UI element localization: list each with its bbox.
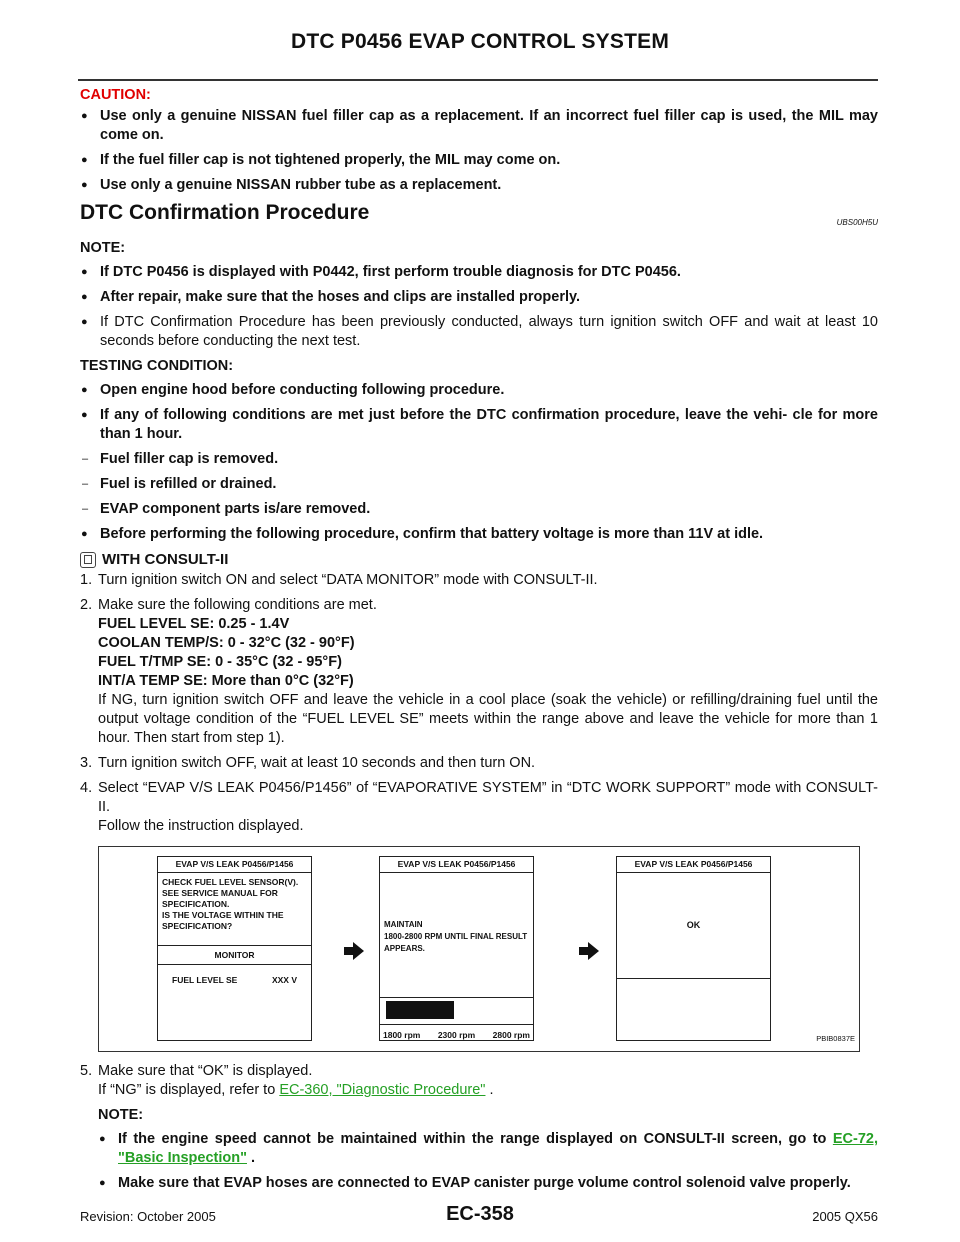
step-number: 3.: [80, 755, 93, 771]
procedure-steps-cont: [80, 1062, 878, 1100]
condition-line: FUEL LEVEL SE: 0.25 - 1.4V: [98, 616, 290, 632]
step-after-text: Follow the instruction displayed.: [98, 818, 304, 834]
rpm-tick: 1800 rpm: [383, 1030, 421, 1040]
caution-item: ● Use only a genuine NISSAN fuel filler cap as a replacement. If an incorrect fuel filler cap is used, the MIL may come on.: [80, 107, 878, 145]
testing-list: [80, 381, 878, 444]
figure-code: PBIB0837E: [816, 1034, 855, 1043]
screen-line: 1800-2800 RPM UNTIL FINAL RESULT: [384, 932, 528, 941]
testing-list-last: [80, 525, 878, 544]
consult-screen-result: [616, 856, 771, 1041]
note-list: [80, 263, 878, 351]
screen-line: MAINTAIN: [384, 920, 423, 929]
step-text: Make sure the following conditions are met.: [98, 597, 377, 613]
note-item: ● If DTC Confirmation Procedure has been previously conducted, always turn ignition switch OFF and wait at least 10 seconds before conducting the next test.: [80, 313, 878, 351]
testing-condition-label: TESTING CONDITION:: [80, 358, 234, 374]
page-title: DTC P0456 EVAP CONTROL SYSTEM: [290, 30, 670, 53]
footer-revision: Revision: October 2005: [80, 1209, 216, 1224]
consult-label: WITH CONSULT-II: [102, 551, 229, 568]
rpm-scale: [380, 1025, 533, 1046]
step-3: [80, 754, 878, 773]
testing-item: ● Before performing the following procedure, confirm that battery voltage is more than 11V at idle.: [80, 525, 878, 544]
note-item-suffix: .: [251, 1150, 256, 1166]
screen-line: SPECIFICATION?: [162, 921, 233, 931]
note-label: NOTE:: [98, 1107, 144, 1123]
screen-line: IS THE VOLTAGE WITHIN THE: [162, 910, 284, 920]
consult-screen-check: [157, 856, 312, 1041]
note-item: ● Make sure that EVAP hoses are connected to EVAP canister purge volume control solenoid valve properly.: [98, 1174, 878, 1193]
screen-header: EVAP V/S LEAK P0456/P1456: [380, 857, 533, 873]
footer-model: 2005 QX56: [812, 1209, 878, 1224]
note-item-prefix: If the engine speed cannot be maintained within the range displayed on CONSULT-II screen, go to: [118, 1131, 827, 1147]
step-after-suffix: .: [489, 1082, 494, 1098]
step-number: 5.: [80, 1063, 93, 1079]
step-number: 1.: [80, 572, 93, 588]
caution-label: CAUTION:: [80, 87, 151, 103]
rpm-progress-fill: [386, 1001, 454, 1019]
note-item: ● If DTC P0456 is displayed with P0442, first perform trouble diagnosis for DTC P0456.: [80, 263, 878, 282]
testing-sub-item: – Fuel filler cap is removed.: [80, 450, 878, 469]
note-block-2: [80, 1106, 878, 1193]
monitor-label: MONITOR: [158, 946, 311, 965]
monitor-item-value: XXX V: [271, 975, 297, 985]
condition-line: COOLAN TEMP/S: 0 - 32°C (32 - 90°F): [98, 635, 355, 651]
caution-list: [80, 107, 878, 195]
screen-line: SEE SERVICE MANUAL FOR: [162, 888, 278, 898]
screen-header: EVAP V/S LEAK P0456/P1456: [158, 857, 311, 873]
note-item: ● After repair, make sure that the hoses and clips are installed properly.: [80, 288, 878, 307]
basic-inspection-link[interactable]: EC-72, "Basic Inspection": [118, 1131, 879, 1166]
screen-body: [380, 873, 533, 1025]
note-label: NOTE:: [80, 240, 126, 256]
condition-line: FUEL T/TMP SE: 0 - 35°C (32 - 95°F): [98, 654, 342, 670]
condition-line: INT/A TEMP SE: More than 0°C (32°F): [98, 673, 354, 689]
caution-item: ● Use only a genuine NISSAN rubber tube as a replacement.: [80, 176, 878, 195]
rpm-progress-bar: [380, 997, 533, 1024]
note-list-2: [98, 1130, 878, 1193]
result-status: OK: [617, 873, 770, 979]
screen-line: CHECK FUEL LEVEL SENSOR(V).: [162, 877, 299, 887]
footer-page-number: EC-358: [446, 1203, 514, 1225]
consult-screen-maintain: [379, 856, 534, 1041]
testing-sub-item: – EVAP component parts is/are removed.: [80, 500, 878, 519]
step-2: [80, 596, 878, 748]
note-item: [98, 1130, 878, 1168]
testing-item: ● Open engine hood before conducting following procedure.: [80, 381, 878, 400]
monitor-row: [158, 965, 311, 996]
step-1: [80, 571, 878, 590]
step-after-text: [98, 1081, 878, 1100]
screen-message: [384, 919, 527, 955]
testing-sub-list: [80, 450, 878, 519]
screen-line: SPECIFICATION.: [162, 899, 230, 909]
consult-screens-figure: [98, 846, 860, 1052]
consult-heading: [80, 550, 878, 569]
step-after-text: If NG, turn ignition switch OFF and leave the vehicle in a cool place (soak the vehicle) or refilling/draining fuel until the output voltage condition of the “FUEL LEVEL SE” meets within the range above and leave the vehicle for more than 1 hour. Then start from step 1).: [98, 692, 878, 746]
screen-message: [158, 873, 311, 946]
consult-tool-icon: [80, 552, 96, 568]
step-text: Turn ignition switch OFF, wait at least 10 seconds and then turn ON.: [98, 755, 536, 771]
section-header: [80, 203, 878, 231]
screen-header: EVAP V/S LEAK P0456/P1456: [617, 857, 770, 873]
step-after-prefix: If “NG” is displayed, refer to: [98, 1082, 276, 1098]
section-code: UBS00H5U: [836, 218, 878, 227]
title-divider: [78, 79, 878, 81]
step-text: Turn ignition switch ON and select “DATA MONITOR” mode with CONSULT-II.: [98, 572, 598, 588]
step-number: 4.: [80, 780, 93, 796]
caution-item: ● If the fuel filler cap is not tightened properly, the MIL may come on.: [80, 151, 878, 170]
step-text: Select “EVAP V/S LEAK P0456/P1456” of “EVAPORATIVE SYSTEM” in “DTC WORK SUPPORT” mode with CONSULT-II.: [98, 780, 878, 815]
rpm-tick: 2800 rpm: [492, 1030, 530, 1040]
testing-item: ● If any of following conditions are met just before the DTC confirmation procedure, leave the vehi- cle for more than 1 hour.: [80, 406, 878, 444]
testing-sub-item: – Fuel is refilled or drained.: [80, 475, 878, 494]
diagnostic-procedure-link[interactable]: EC-360, "Diagnostic Procedure": [279, 1082, 486, 1098]
step-4: [80, 779, 878, 836]
section-title: DTC Confirmation Procedure: [80, 201, 370, 224]
rpm-tick: 2300 rpm: [437, 1030, 476, 1040]
page-content: [80, 86, 878, 1199]
step-text: Make sure that “OK” is displayed.: [98, 1063, 313, 1079]
monitor-item-label: FUEL LEVEL SE: [172, 975, 238, 985]
screen-line: APPEARS.: [384, 944, 425, 953]
step-5: [80, 1062, 878, 1100]
step-number: 2.: [80, 597, 93, 613]
procedure-steps: [80, 571, 878, 836]
